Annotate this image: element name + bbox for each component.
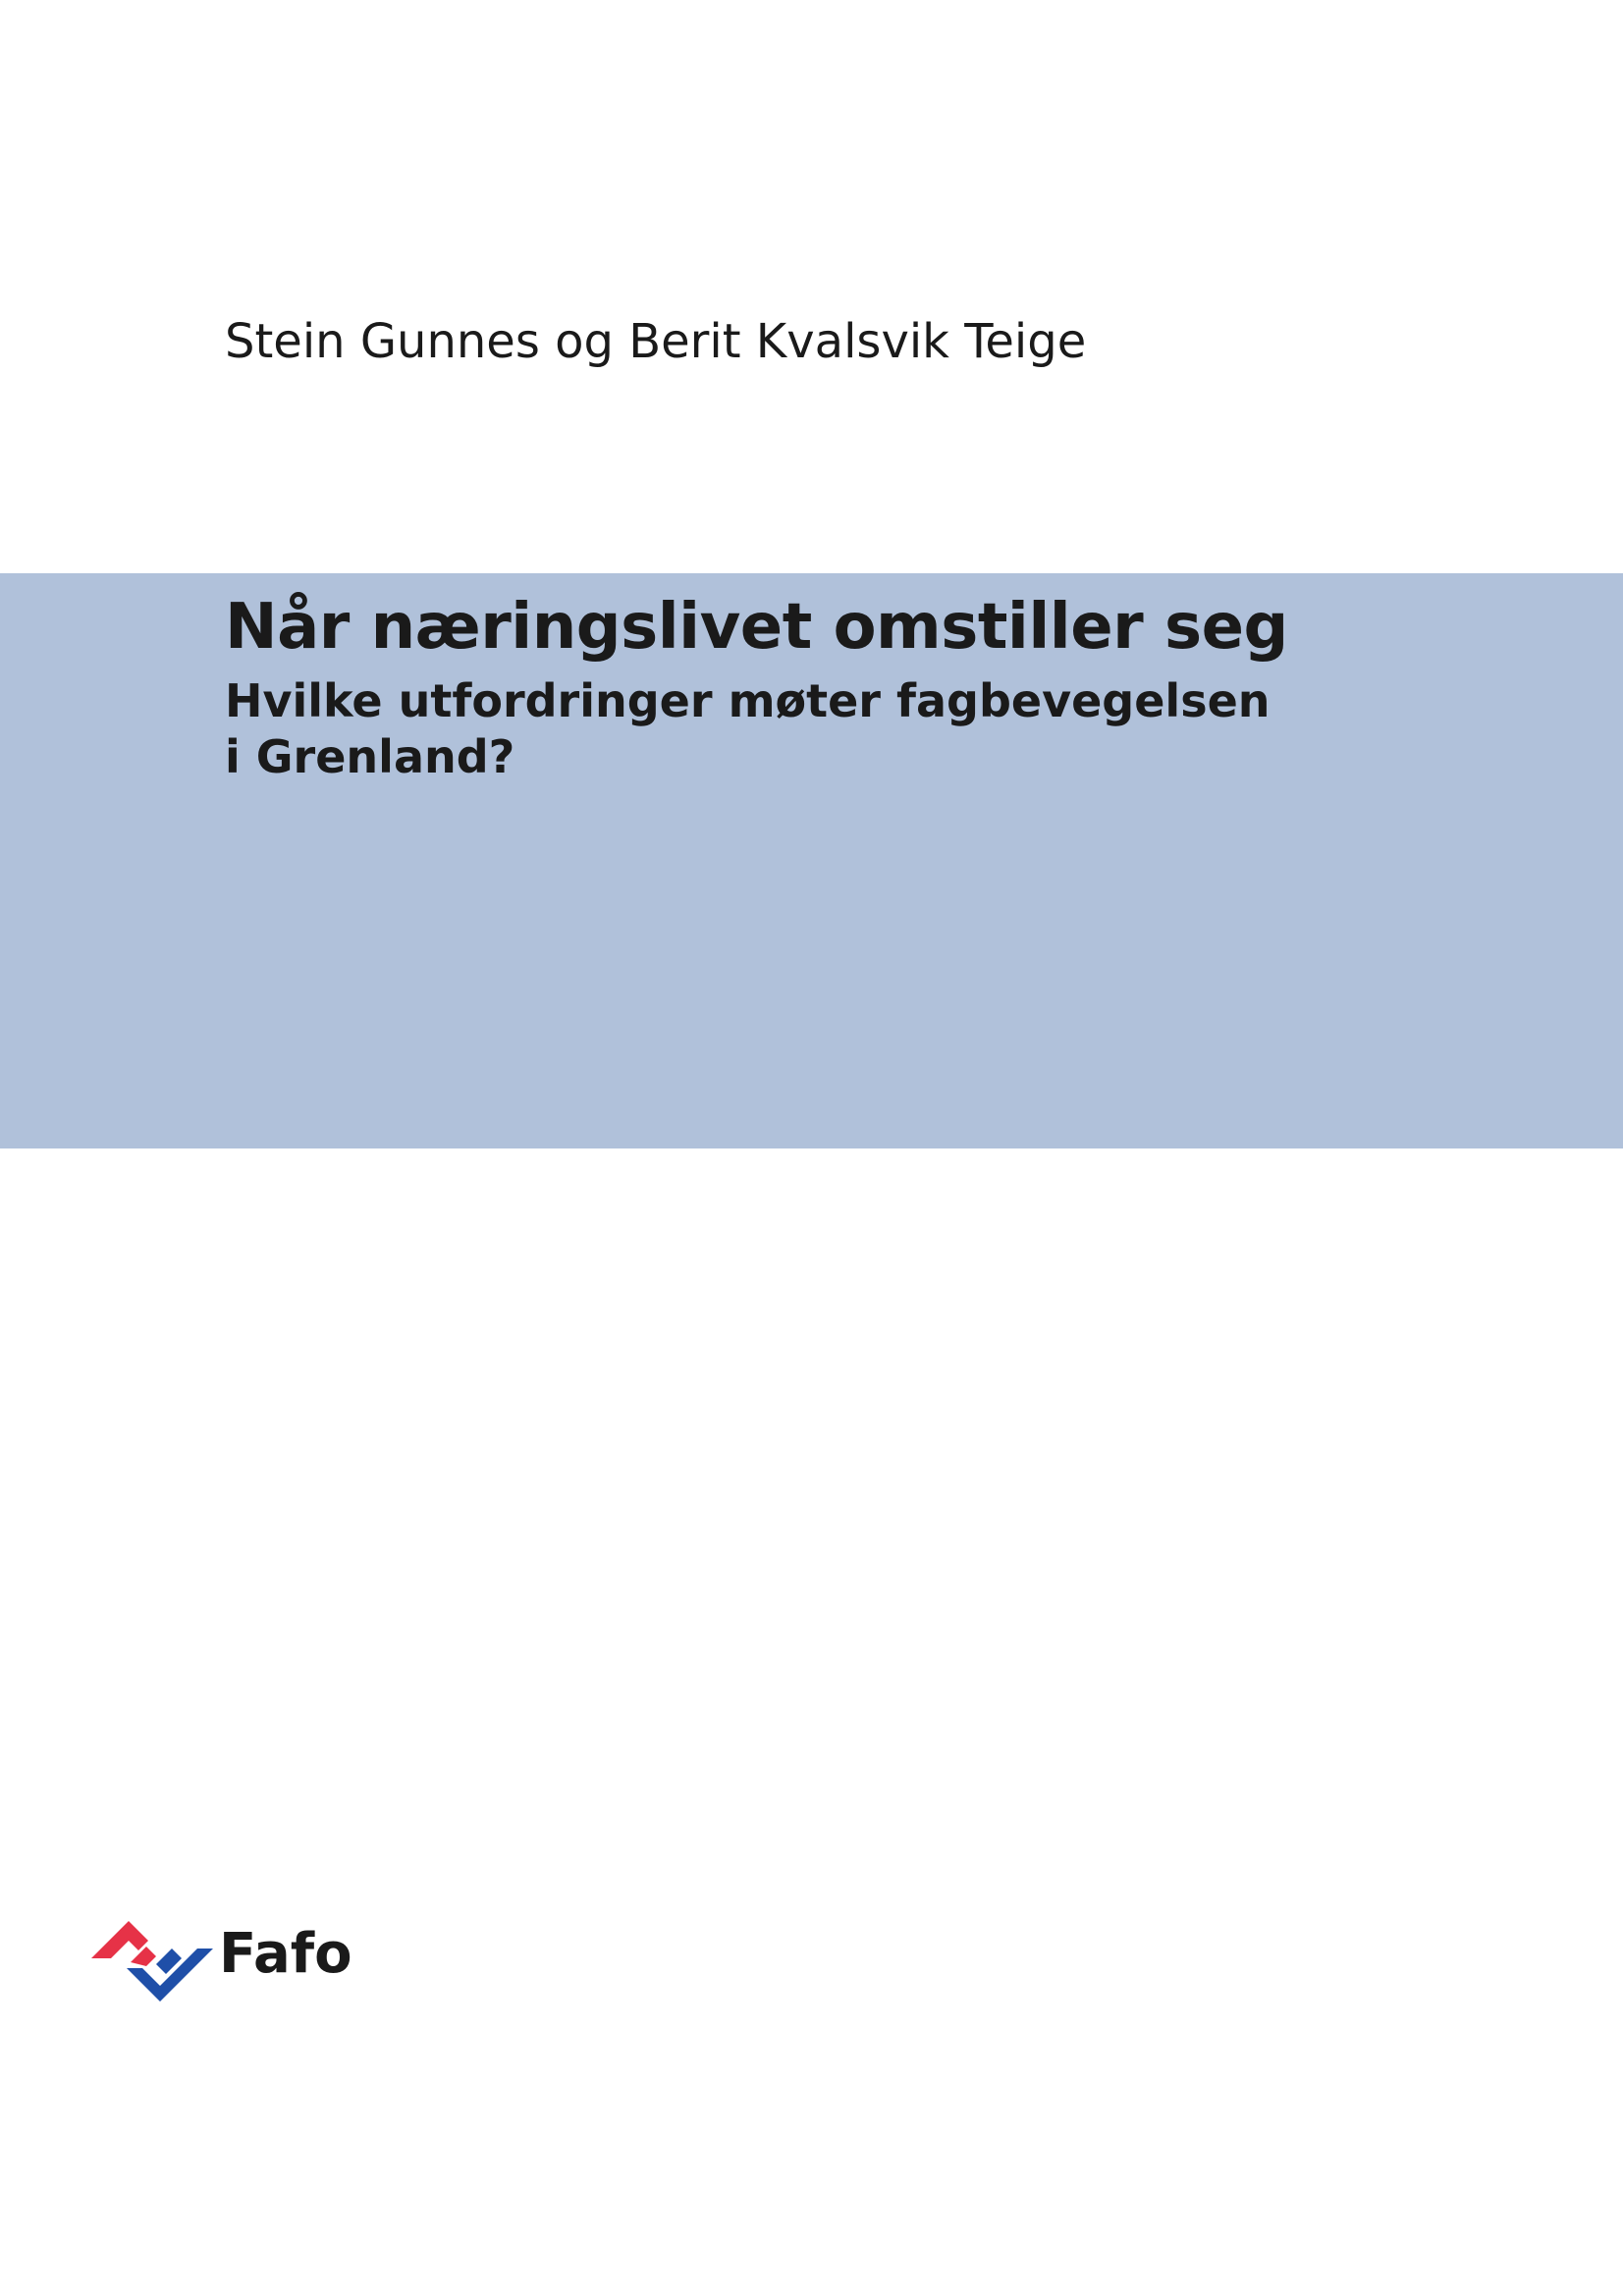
authors: Stein Gunnes og Berit Kvalsvik Teige [225, 314, 1087, 369]
fafo-logo [91, 1919, 356, 2002]
fafo-logo-icon [91, 1919, 217, 2002]
report-title: Når næringslivet omstiller seg [225, 591, 1288, 664]
subtitle-line-2: i Grenland? [225, 729, 515, 783]
subtitle-line-1: Hvilke utfordringer møter fagbevegelsen [225, 674, 1271, 727]
fafo-logo-text: Fafo [219, 1922, 352, 1986]
report-subtitle [225, 673, 1271, 784]
